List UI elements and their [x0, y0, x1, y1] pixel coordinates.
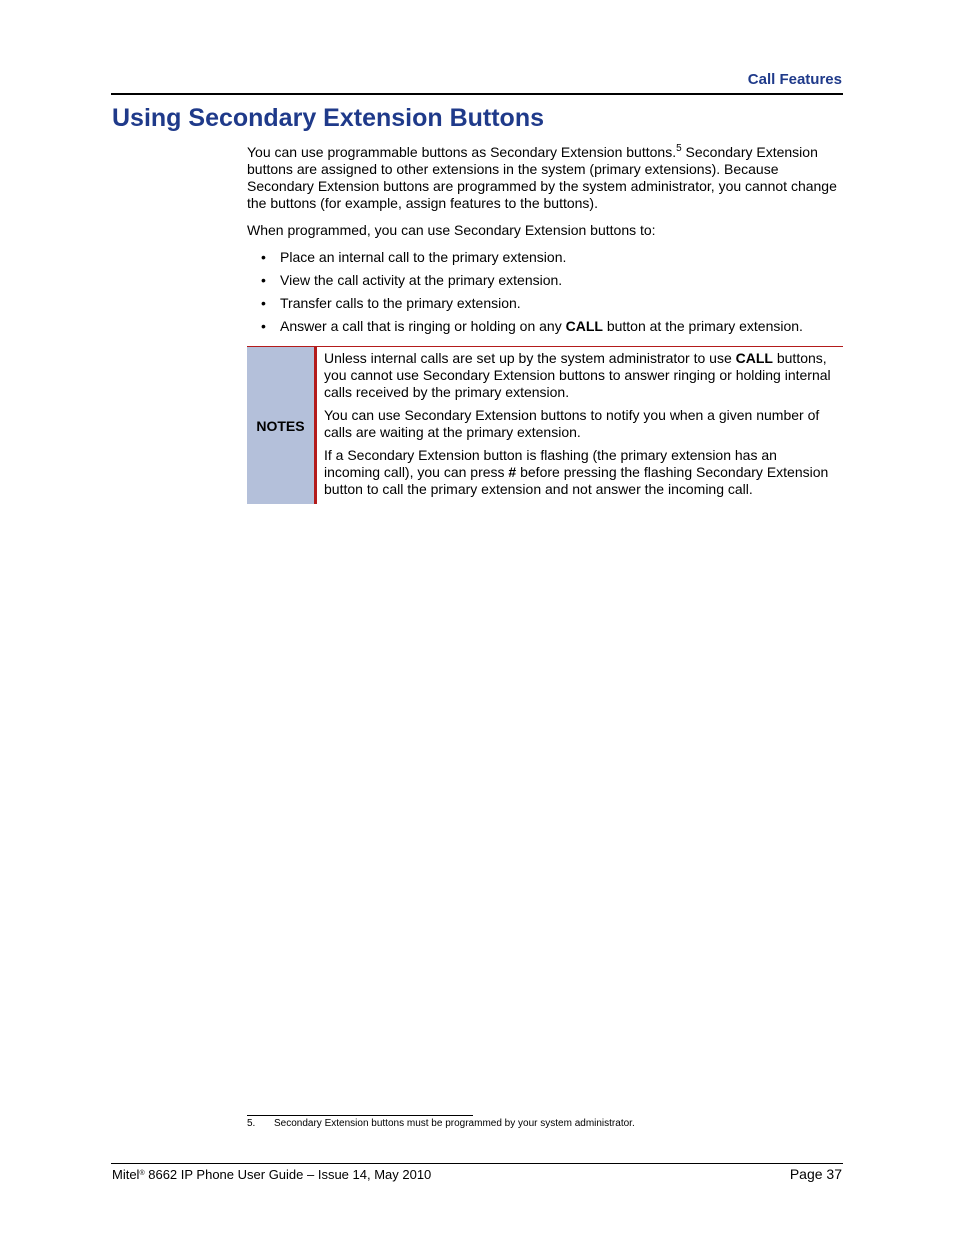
body-text — [247, 144, 843, 341]
list-item-text: Answer a call that is ringing or holding on any — [280, 318, 566, 334]
registered-mark: ® — [139, 1170, 145, 1177]
note-item — [324, 447, 835, 498]
call-keyword: CALL — [565, 318, 603, 334]
footnote-reference: 5 — [676, 143, 682, 154]
call-keyword: CALL — [735, 350, 773, 366]
footer-document-title — [112, 1167, 431, 1182]
footnote-text: Secondary Extension buttons must be programmed by your system administrator. — [274, 1118, 635, 1129]
bullet-icon: • — [261, 318, 266, 334]
intro-text-2: Secondary Extension buttons are assigned to other extensions in the system (primary extensions). Because Secondary Extension buttons are programmed by the system administrator, you cannot change the buttons (for example, assign features to the buttons). — [247, 144, 837, 211]
note-text: Unless internal calls are set up by the system administrator to use — [324, 350, 736, 366]
bullet-icon: • — [261, 272, 266, 288]
hash-key: # — [508, 464, 517, 480]
list-item-text: button at the primary extension. — [602, 318, 803, 334]
bullet-list — [247, 249, 843, 335]
bullet-icon: • — [261, 295, 266, 311]
list-item — [247, 249, 843, 266]
note-text: If a Secondary Extension button is flashing (the primary extension has an incoming call), you can press — [324, 447, 777, 480]
list-item — [247, 318, 843, 335]
bullet-icon: • — [261, 249, 266, 265]
footnote-number: 5. — [247, 1118, 256, 1129]
footer-brand: Mitel — [112, 1167, 140, 1182]
intro-paragraph — [247, 144, 843, 212]
list-item — [247, 295, 843, 312]
list-item-text: Transfer calls to the primary extension. — [280, 295, 521, 311]
header-rule — [111, 93, 843, 95]
note-item: You can use Secondary Extension buttons to notify you when a given number of calls are waiting at the primary extension. — [324, 407, 820, 440]
page-number: Page 37 — [789, 1166, 842, 1182]
note-text: before pressing the flashing Secondary Extension button to call the primary extension and not answer the incoming call. — [324, 464, 829, 497]
list-item-text: View the call activity at the primary extension. — [280, 272, 563, 288]
notes-label: NOTES — [247, 347, 317, 504]
list-item-text: Place an internal call to the primary extension. — [280, 249, 567, 265]
intro-text-1: You can use programmable buttons as Secondary Extension buttons. — [247, 144, 677, 160]
footer-rule — [111, 1163, 843, 1164]
notes-box — [247, 346, 843, 504]
footer-doc: 8662 IP Phone User Guide – Issue 14, May 2010 — [144, 1167, 432, 1182]
page-title: Using Secondary Extension Buttons — [112, 104, 545, 132]
footnote — [247, 1118, 635, 1129]
list-item — [247, 272, 843, 289]
footnote-rule — [247, 1115, 473, 1116]
note-text: buttons, you cannot use Secondary Extension buttons to answer ringing or holding internal calls received by the primary extension. — [324, 350, 831, 400]
note-item — [324, 350, 835, 401]
running-header: Call Features — [747, 71, 842, 88]
lead-paragraph: When programmed, you can use Secondary Extension buttons to: — [247, 222, 656, 238]
notes-content — [317, 347, 843, 504]
